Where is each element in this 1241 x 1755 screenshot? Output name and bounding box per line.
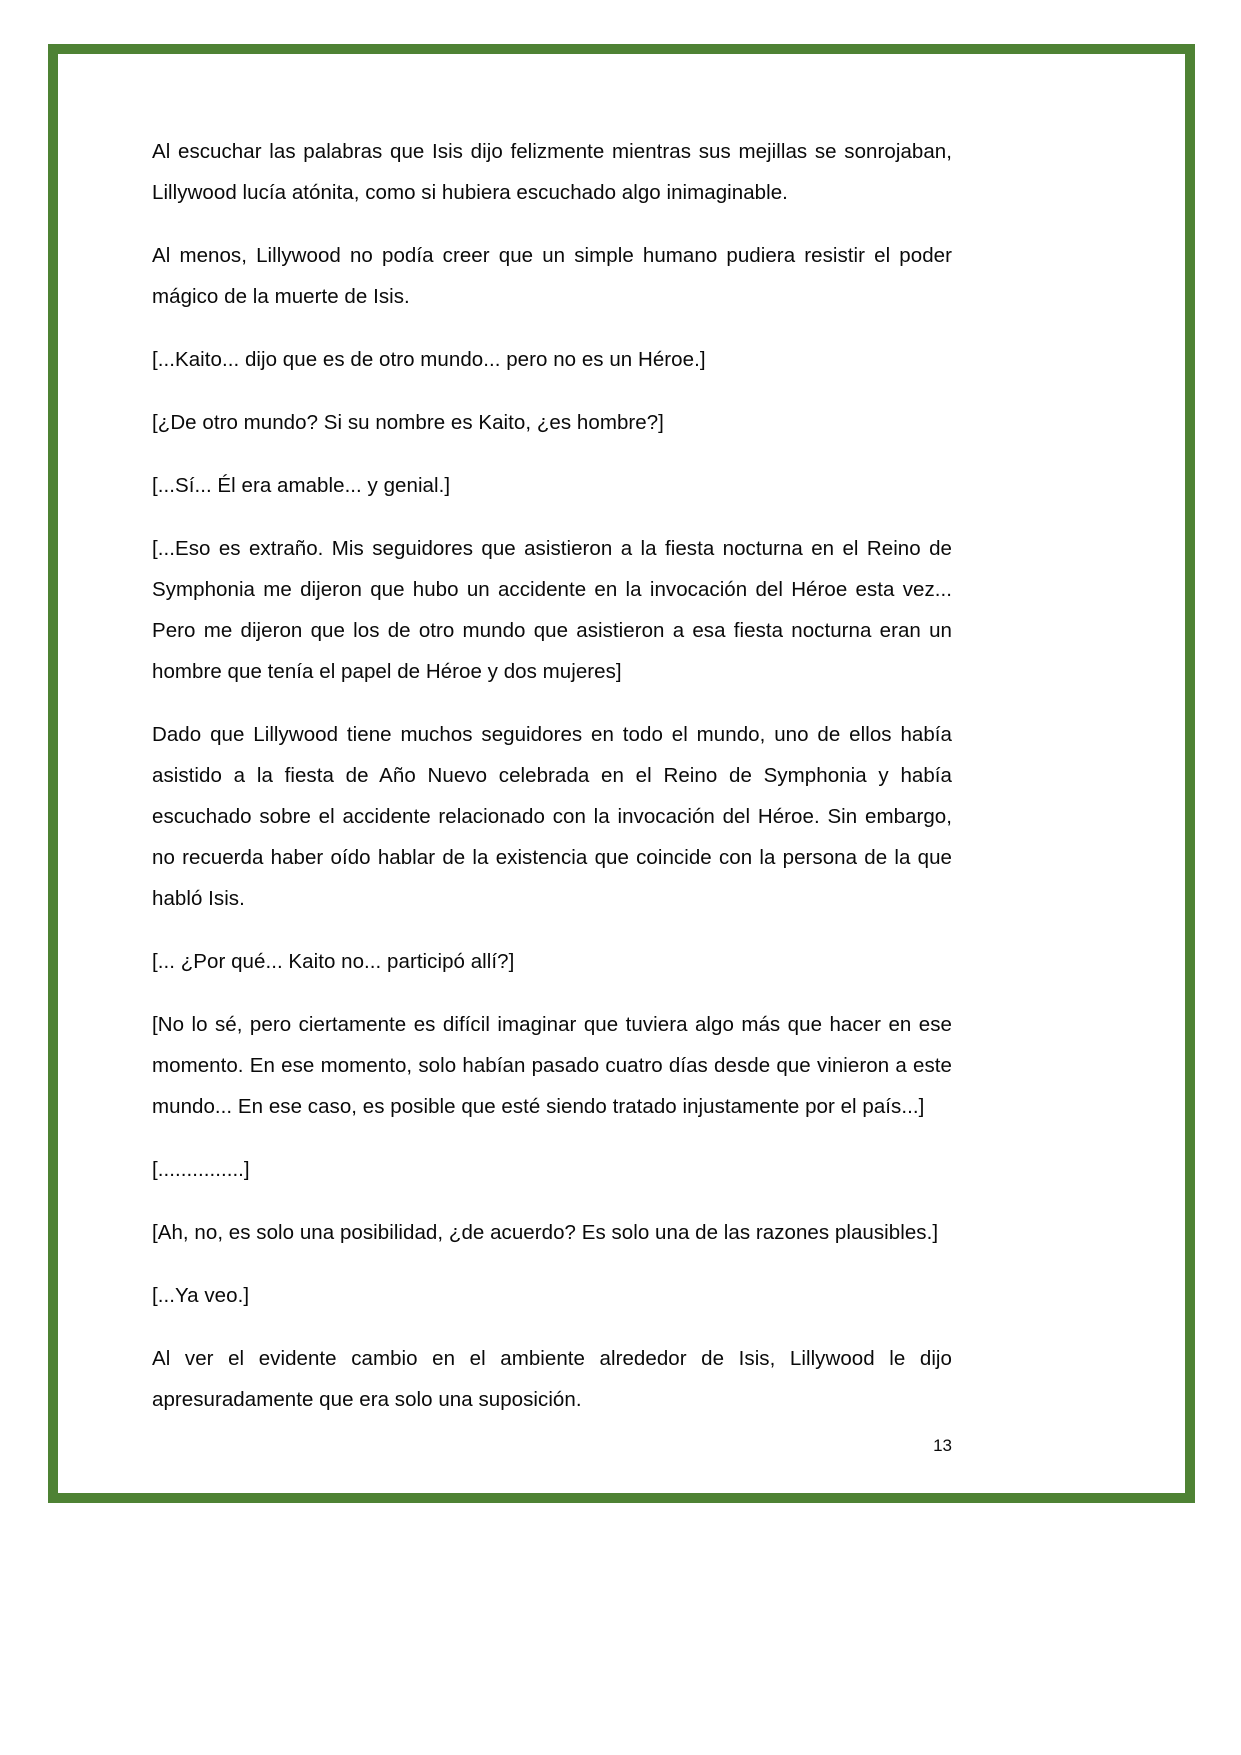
paragraph: [...............]: [152, 1158, 250, 1181]
paragraph: Al escuchar las palabras que Isis dijo felizmente mientras sus mejillas se sonrojaban, Lillywood lucía atónita, como si hubiera escuchado algo inimaginable.: [152, 140, 952, 204]
paragraph: [...Kaito... dijo que es de otro mundo... pero no es un Héroe.]: [152, 348, 706, 371]
paragraph: [No lo sé, pero ciertamente es difícil imaginar que tuviera algo más que hacer en ese momento. En ese momento, solo habían pasado cuatro días desde que vinieron a este mundo... En ese caso, es posible que esté siendo tratado injustamente por el país...]: [152, 1013, 952, 1118]
paragraph: [...Ya veo.]: [152, 1284, 250, 1307]
paragraph: [...Sí... Él era amable... y genial.]: [152, 474, 451, 497]
paragraph: [Ah, no, es solo una posibilidad, ¿de acuerdo? Es solo una de las razones plausibles.]: [152, 1221, 939, 1244]
paragraph: Al ver el evidente cambio en el ambiente alrededor de Isis, Lillywood le dijo apresuradamente que era solo una suposición.: [152, 1347, 952, 1411]
paragraph: Dado que Lillywood tiene muchos seguidores en todo el mundo, uno de ellos había asistido a la fiesta de Año Nuevo celebrada en el Reino de Symphonia y había escuchado sobre el accidente relacionado con la invocación del Héroe. Sin embargo, no recuerda haber oído hablar de la existencia que coincide con la persona de la que habló Isis.: [152, 723, 952, 910]
paragraph: [¿De otro mundo? Si su nombre es Kaito, ¿es hombre?]: [152, 411, 664, 434]
paragraph: [...Eso es extraño. Mis seguidores que asistieron a la fiesta nocturna en el Reino de Symphonia me dijeron que hubo un accidente en la invocación del Héroe esta vez... Pero me dijeron que los de otro mundo que asistieron a esa fiesta nocturna eran un hombre que tenía el papel de Héroe y dos mujeres]: [152, 537, 952, 683]
paragraph: Al menos, Lillywood no podía creer que un simple humano pudiera resistir el poder mágico de la muerte de Isis.: [152, 244, 952, 308]
paragraph: [... ¿Por qué... Kaito no... participó allí?]: [152, 950, 515, 973]
page-content: [152, 131, 952, 1471]
page-number: 13: [933, 1436, 952, 1455]
